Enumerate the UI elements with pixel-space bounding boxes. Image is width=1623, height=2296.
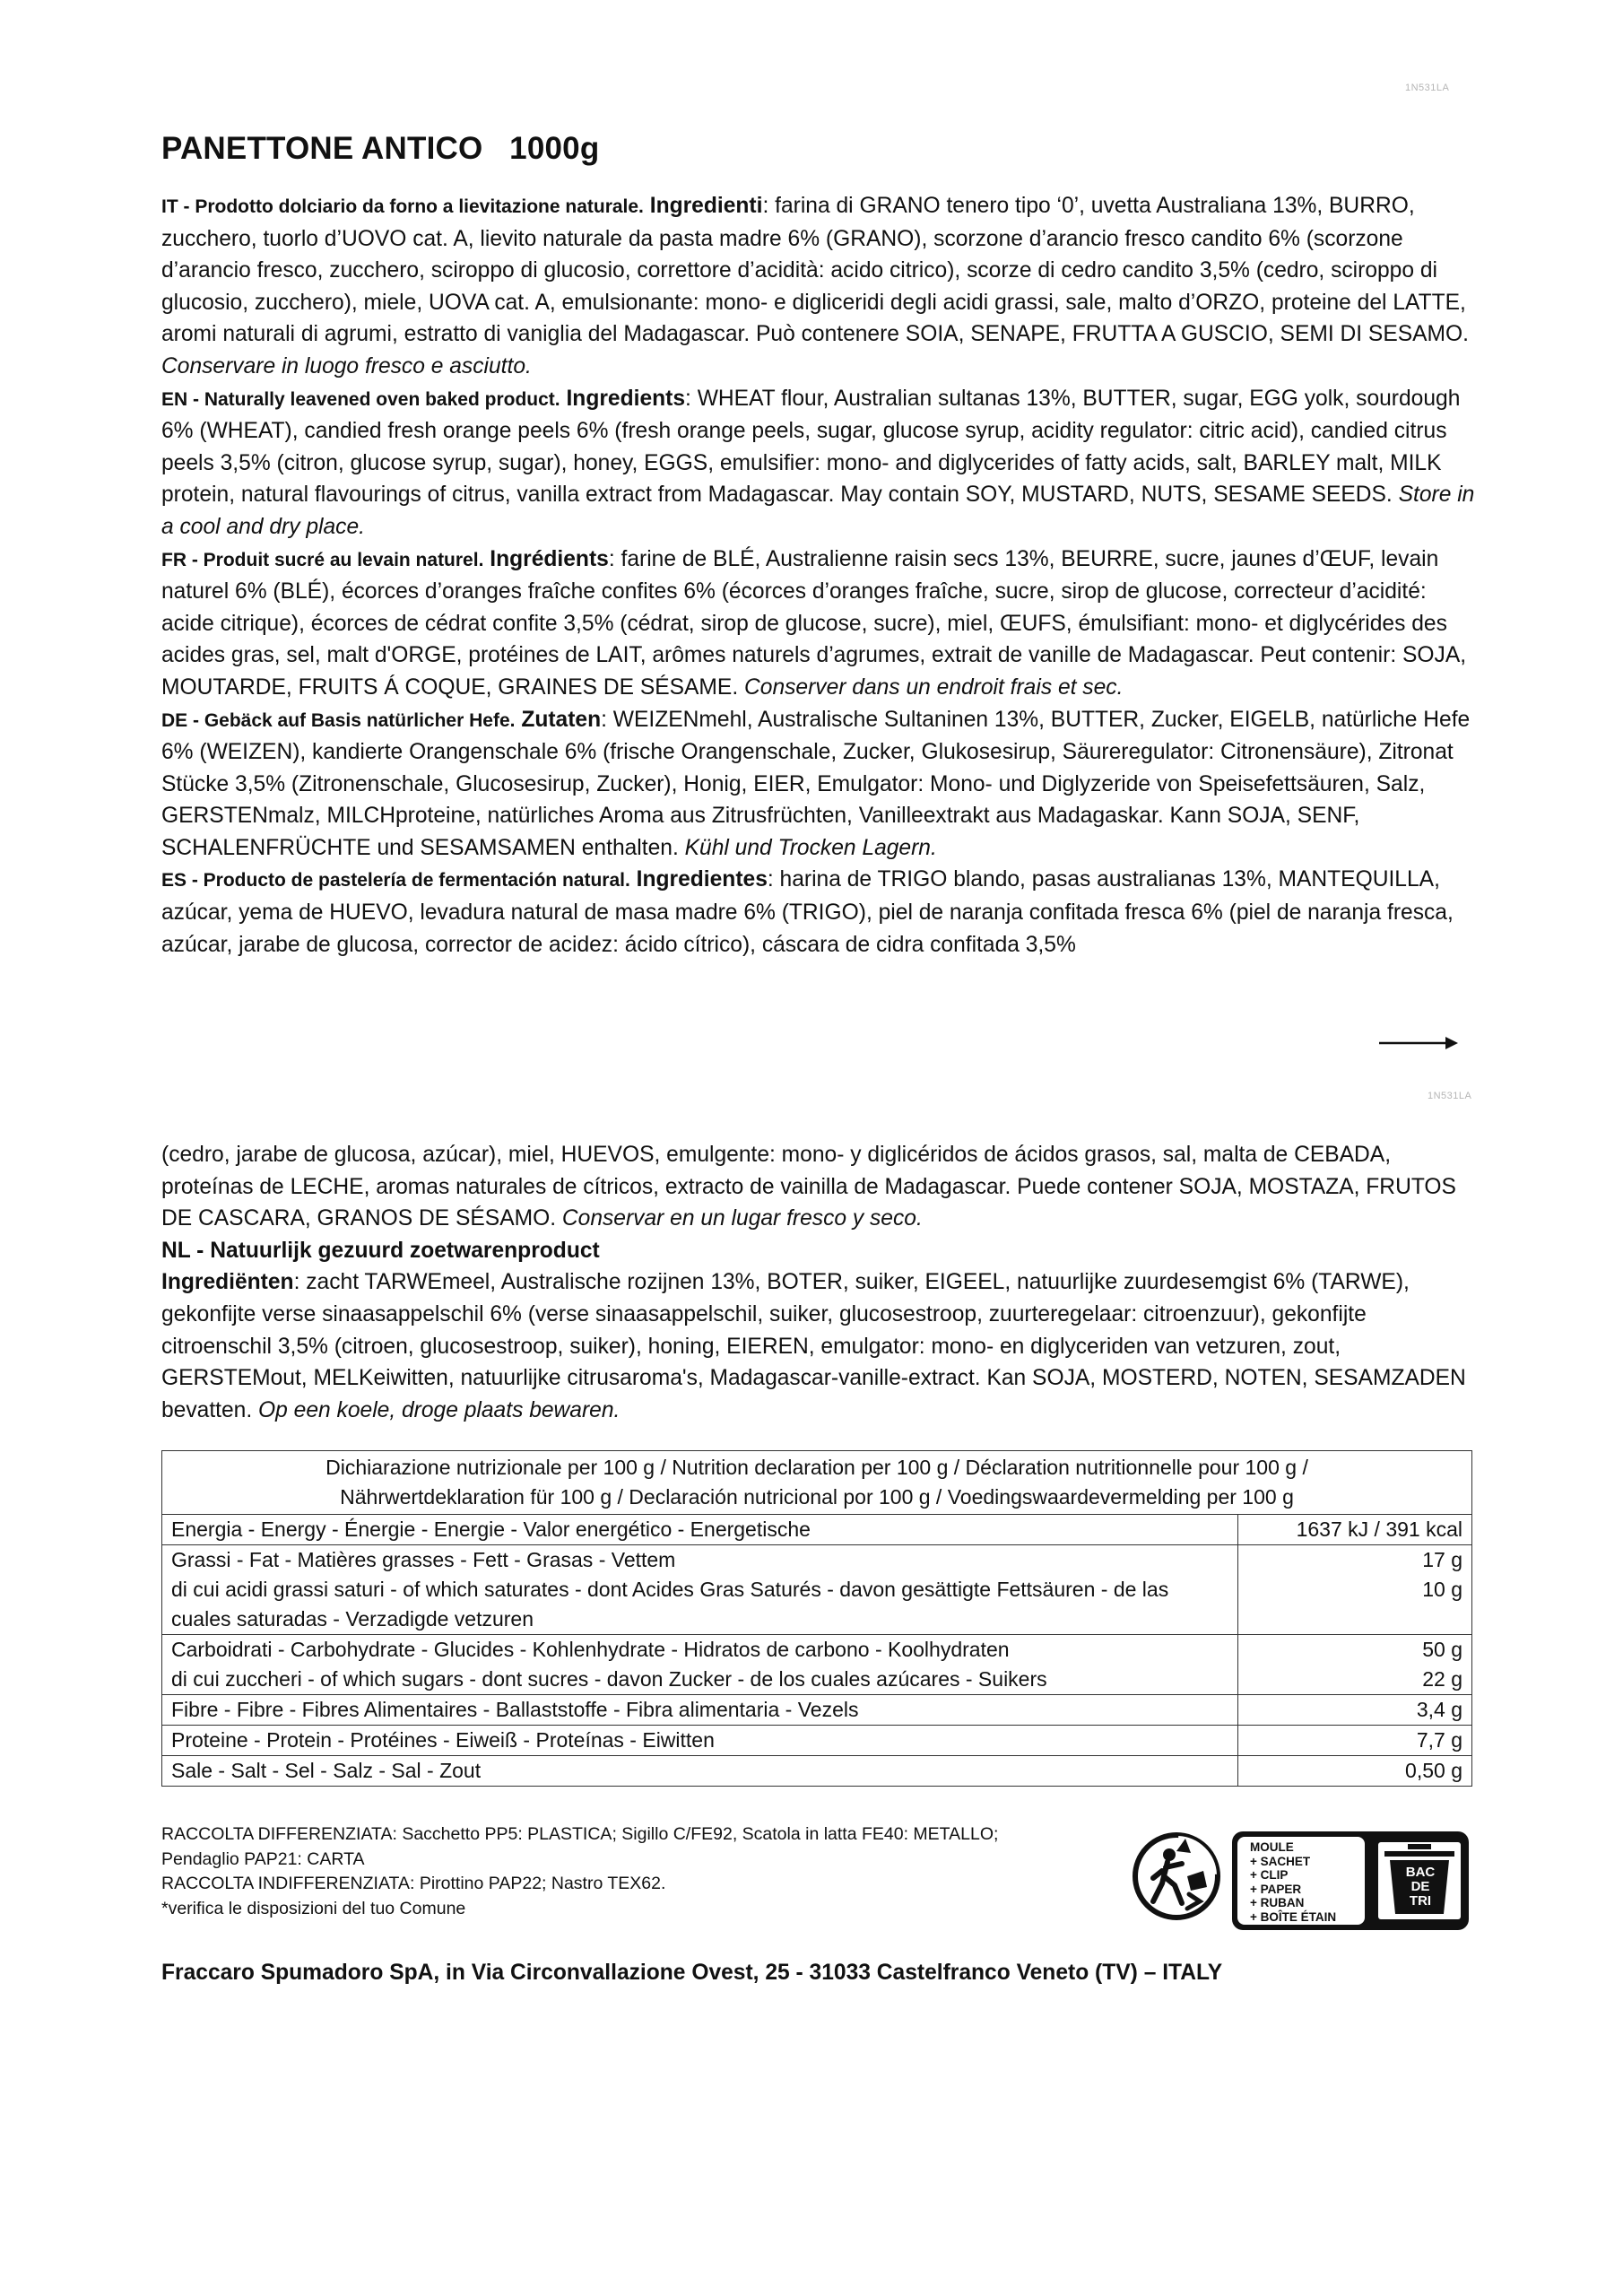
triman-info-logo (1230, 1830, 1471, 1932)
storage-nl: Op een koele, droge plaats bewaren. (258, 1397, 621, 1422)
label-nl: Ingrediënten (161, 1270, 294, 1295)
recycle-triman-icon (1132, 1831, 1221, 1921)
carbs-label: Carboidrati - Carbohydrate - Glucides - Kohlenhydrate - Hidratos de carbono - Koolhydraten (171, 1638, 1010, 1661)
fibre-label: Fibre - Fibre - Fibres Alimentaires - Ballaststoffe - Fibra alimentaria - Vezels (162, 1695, 1238, 1726)
nutrition-row-protein (162, 1726, 1472, 1756)
triman-items (1250, 1840, 1336, 1924)
storage-it: Conservare in luogo fresco e asciutto. (161, 353, 532, 378)
nutrition-header-line2: Nährwertdeklaration für 100 g / Declaración nutricional por 100 g / Voedingswaardevermelding per 100 g (340, 1485, 1294, 1509)
heading-fr: FR - Produit sucré au levain naturel. (161, 549, 484, 570)
nutrition-table (161, 1450, 1472, 1787)
nutrition-row-salt (162, 1756, 1472, 1787)
protein-value: 7,7 g (1238, 1726, 1472, 1756)
label-fr: Ingrédients (490, 546, 609, 571)
label-es: Ingredientes (636, 867, 768, 892)
heading-de: DE - Gebäck auf Basis natürlicher Hefe. (161, 709, 516, 731)
company-address: Fraccaro Spumadoro SpA, in Via Circonvallazione Ovest, 25 - 31033 Castelfranco Veneto (TV) – ITALY (161, 1961, 1223, 1985)
bin-label-line: DE (1410, 1879, 1430, 1894)
heading-it: IT - Prodotto dolciario da forno a lievitazione naturale. (161, 196, 644, 217)
heading-nl: NL - Natuurlijk gezuurd zoetwarenproduct (161, 1238, 600, 1263)
triman-item: + PAPER (1250, 1882, 1302, 1896)
bin-label-line: BAC (1405, 1865, 1436, 1880)
nutrition-row-energy (162, 1515, 1472, 1545)
storage-en: Store in a cool and dry place. (161, 483, 1475, 539)
fat-values (1238, 1545, 1472, 1635)
heading-es: ES - Producto de pastelería de fermentación natural. (161, 870, 630, 891)
ingredients-text-nl: : zacht TARWEmeel, Australische rozijnen 13%, BOTER, suiker, EIGEEL, natuurlijke zuurdesemgist 6% (TARWE), gekonfijte verse sinaasappelschil 6% (verse sinaasappelschil, suiker, glucosestroop, zuurteregelaar: citroenzuur), gekonfijte citroenschil 3,5% (citroen, glucosestroop, suiker), honing, EIEREN, emulgator: mono- en diglyceriden van vetzuren, zout, GERSTEMout, MELKeiwitten, natuurlijke citrusaroma's, Madagascar-vanille-extract. Kan SOJA, MOSTERD, NOTEN, SESAMZADEN bevatten. (161, 1270, 1466, 1422)
label-it: Ingredienti (649, 194, 763, 218)
heading-en: EN - Naturally leavened oven baked product. (161, 388, 560, 410)
ingredients-en (161, 383, 1480, 544)
energy-label: Energia - Energy - Énergie - Energie - Valor energético - Energetische (162, 1515, 1238, 1545)
ingredients-text-it: : farina di GRANO tenero tipo ‘0’, uvetta Australiana 13%, BURRO, zucchero, tuorlo d’UOVO cat. A, lievito naturale da pasta madre 6% (GRANO), scorzone d’arancio fresco candito 6% (scorzone d’arancio fresco, zucchero, sciroppo di glucosio, correttore d’acidità: acido citrico), scorze di cedro candito 3,5% (cedro, sciroppo di glucosio, zucchero), miele, UOVA cat. A, emulsionante: mono- e digliceridi degli acidi grassi, sale, malto d’ORZO, proteine del LATTE, aromi naturali di agrumi, estratto di vaniglia del Madagascar. Può contenere SOIA, SENAPE, FRUTTA A GUSCIO, SEMI DI SESAMO. (161, 194, 1469, 347)
fat-label: Grassi - Fat - Matières grasses - Fett - Grasas - Vettem (171, 1548, 676, 1571)
energy-value: 1637 kJ / 391 kcal (1238, 1515, 1472, 1545)
page-code-top: 1N531LA (1405, 83, 1450, 93)
triman-item: MOULE (1250, 1840, 1294, 1854)
triman-item: + SACHET (1250, 1854, 1311, 1868)
ingredients-block-page2 (161, 1139, 1480, 1426)
ingredients-text-en: : WHEAT flour, Australian sultanas 13%, BUTTER, sugar, EGG yolk, sourdough 6% (WHEAT), candied fresh orange peels 6% (fresh orange peels, sugar, glucose syrup, acidity regulator: citric acid), candied citrus peels 3,5% (citron, glucose syrup, sugar), honey, EGGS, emulsifier: mono- and diglycerides of fatty acids, salt, BARLEY malt, MILK protein, natural flavourings of citrus, vanilla extract from Madagascar. May contain SOY, MUSTARD, NUTS, SESAME SEEDS. (161, 386, 1461, 508)
ingredients-es-continued (161, 1139, 1480, 1235)
triman-item: + RUBAN (1250, 1896, 1305, 1909)
label-de: Zutaten (521, 707, 602, 732)
salt-label: Sale - Salt - Sel - Salz - Sal - Zout (162, 1756, 1238, 1787)
storage-fr: Conserver dans un endroit frais et sec. (744, 674, 1124, 700)
recycling-line2: Pendaglio PAP21: CARTA (161, 1848, 365, 1869)
fibre-value: 3,4 g (1238, 1695, 1472, 1726)
triman-item: + CLIP (1250, 1868, 1289, 1882)
saturates-value: 10 g (1422, 1578, 1462, 1601)
label-en: Ingredients (566, 386, 686, 411)
storage-es: Conservar en un lugar fresco y seco. (561, 1206, 923, 1231)
nutrition-header-row (162, 1451, 1472, 1515)
bin-label (1394, 1866, 1446, 1909)
fat-labels (162, 1545, 1238, 1635)
ingredients-block-page1 (161, 190, 1480, 961)
saturates-label: di cui acidi grassi saturi - of which saturates - dont Acides Gras Saturés - davon gesättigte Fettsäuren - de las cuales saturadas - Verzadigde vetzuren (171, 1578, 1169, 1631)
continue-arrow-icon (1377, 1033, 1458, 1053)
protein-label: Proteine - Protein - Protéines - Eiweiß - Proteínas - Eiwitten (162, 1726, 1238, 1756)
carbs-labels (162, 1635, 1238, 1695)
recycling-line4: *verifica le disposizioni del tuo Comune (161, 1898, 466, 1918)
ingredients-text-de: : WEIZENmehl, Australische Sultaninen 13%, BUTTER, Zucker, EIGELB, natürliche Hefe 6% (WEIZEN), kandierte Orangenschale 6% (frische Orangenschale, Zucker, Glukosesirup, Säureregulator: Citronensäure), Zitronat Stücke 3,5% (Zitronenschale, Glucosesirup, Zucker), Honig, EIER, Emulgator: Mono- und Diglyzeride von Speisefettsäuren, Salz, GERSTENmalz, MILCHproteine, natürliches Aroma aus Zitrusfrüchten, Vanilleextrakt aus Madagaskar. Kann SOJA, SENF, SCHALENFRÜCHTE und SESAMSAMEN enthalten. (161, 707, 1471, 860)
triman-item: + BOÎTE ÉTAIN (1250, 1909, 1337, 1924)
ingredients-text-es-part2: (cedro, jarabe de glucosa, azúcar), miel, HUEVOS, emulgente: mono- y diglicéridos de ácidos grasos, sal, malta de CEBADA, proteínas de LECHE, aromas naturales de cítricos, extracto de vainilla de Madagascar. Puede contener SOJA, MOSTAZA, FRUTOS DE CASCARA, GRANOS DE SÉSAMO. (161, 1143, 1456, 1231)
nutrition-row-fat (162, 1545, 1472, 1635)
carbs-values (1238, 1635, 1472, 1695)
recycling-line1: RACCOLTA DIFFERENZIATA: Sacchetto PP5: PLASTICA; Sigillo C/FE92, Scatola in latta FE40: METALLO; (161, 1824, 999, 1844)
page-code-second: 1N531LA (1428, 1091, 1472, 1101)
ingredients-fr (161, 544, 1480, 704)
ingredients-text-fr: : farine de BLÉ, Australienne raisin secs 13%, BEURRE, sucre, jaunes d’ŒUF, levain naturel 6% (BLÉ), écorces d’oranges fraîche confites 6% (écorces d’oranges fraîche, sucre, sirop de glucose, correcteur d’acidité: acide citrique), écorces de cédrat confite 3,5% (cédrat, sirop de glucose, sucre), miel, ŒUFS, émulsifiant: mono- et diglycérides des acides gras, sel, malt d'ORGE, protéines de LAIT, arômes naturels d’agrumes, extrait de vanille de Madagascar. Peut contenir: SOJA, MOUTARDE, FRUITS Á COQUE, GRAINES DE SÉSAME. (161, 546, 1467, 700)
salt-value: 0,50 g (1238, 1756, 1472, 1787)
ingredients-de (161, 704, 1480, 865)
bin-label-line: TRI (1409, 1893, 1432, 1909)
ingredients-it (161, 190, 1480, 383)
nutrition-row-carbs (162, 1635, 1472, 1695)
storage-de: Kühl und Trocken Lagern. (684, 835, 937, 860)
nutrition-header (162, 1451, 1472, 1515)
heading-nl-line (161, 1235, 1480, 1267)
nutrition-header-line1: Dichiarazione nutrizionale per 100 g / Nutrition declaration per 100 g / Déclaration nutritionnelle pour 100 g / (325, 1456, 1308, 1479)
recycling-info (161, 1822, 998, 1921)
ingredients-es (161, 864, 1480, 961)
ingredients-nl (161, 1266, 1480, 1426)
sugars-label: di cui zuccheri - of which sugars - dont sucres - davon Zucker - de los cuales azúcares - Suikers (171, 1667, 1047, 1691)
fat-value: 17 g (1422, 1548, 1462, 1571)
carbs-value: 50 g (1422, 1638, 1462, 1661)
sugars-value: 22 g (1422, 1667, 1462, 1691)
ingredients-text-es-part1: : harina de TRIGO blando, pasas australianas 13%, MANTEQUILLA, azúcar, yema de HUEVO, levadura natural de masa madre 6% (TRIGO), piel de naranja confitada fresca 6% (piel de naranja fresca, azúcar, jarabe de glucosa, corrector de acidez: ácido cítrico), cáscara de cidra confitada 3,5% (161, 867, 1454, 957)
recycling-line3: RACCOLTA INDIFFERENZIATA: Pirottino PAP22; Nastro TEX62. (161, 1874, 666, 1893)
nutrition-row-fibre (162, 1695, 1472, 1726)
product-title: PANETTONE ANTICO 1000g (161, 131, 600, 166)
